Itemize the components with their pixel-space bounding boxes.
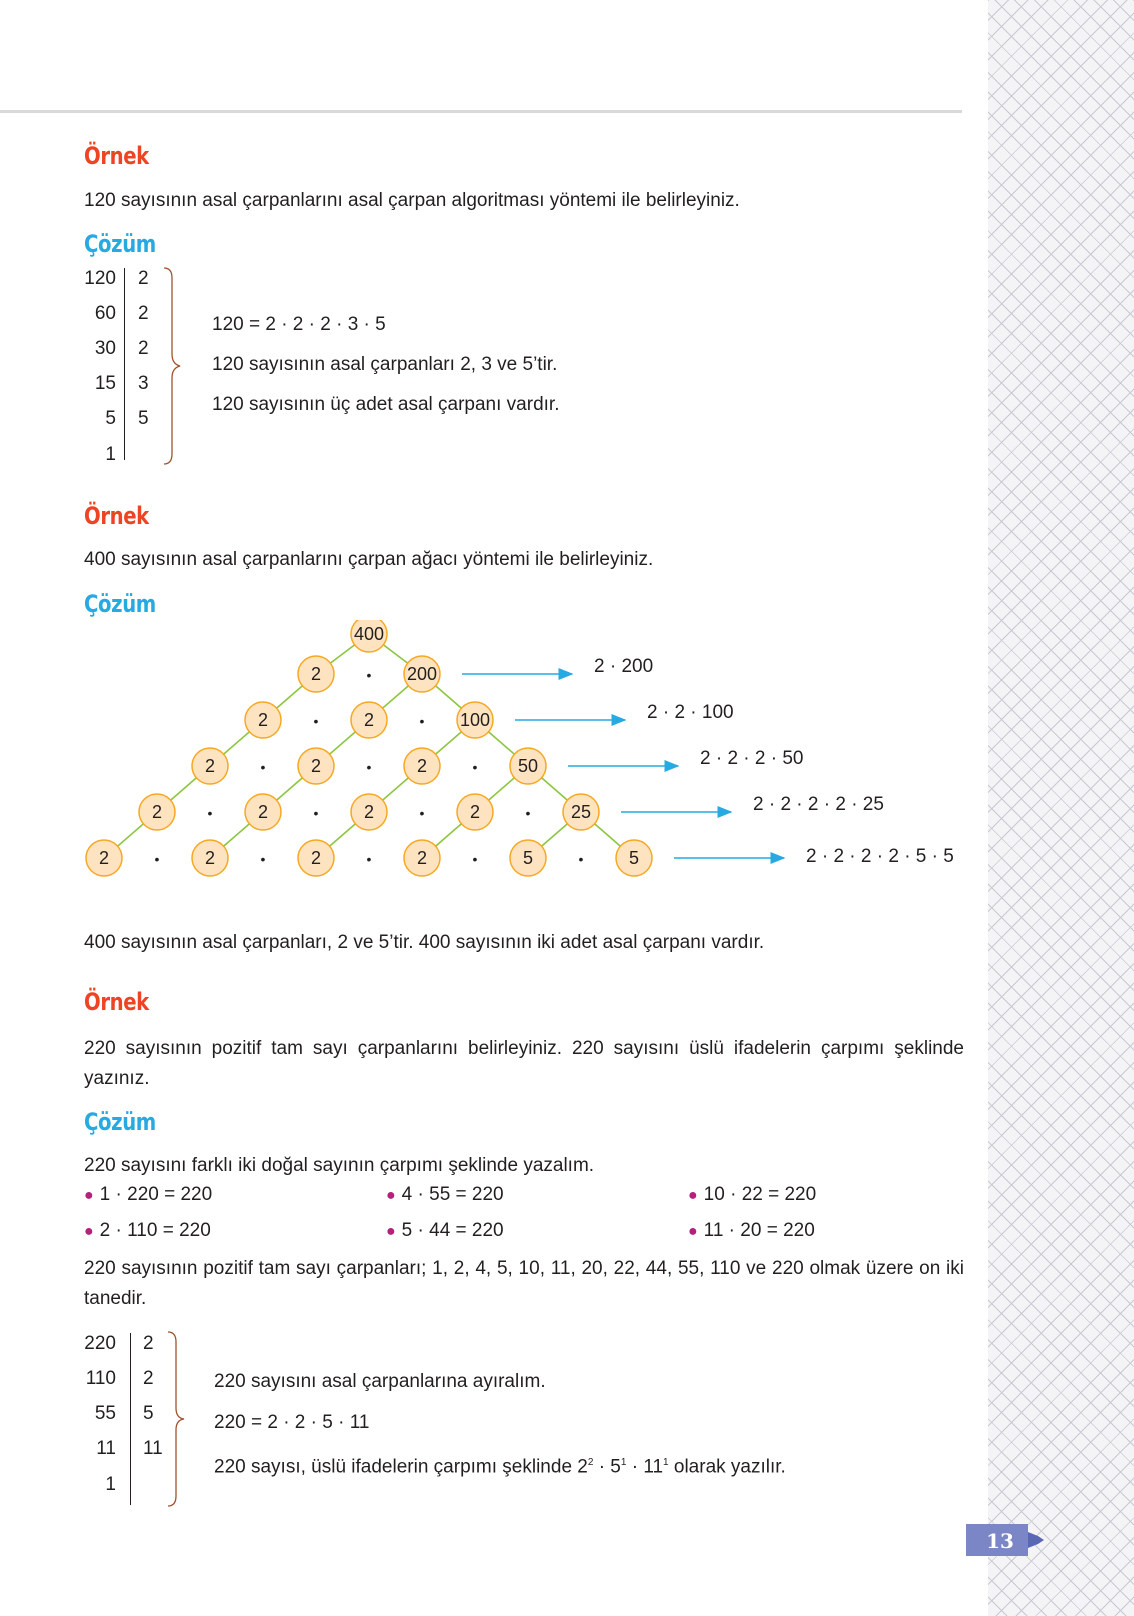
ladder-number: 1 [105, 1474, 116, 1495]
tree-node-label: 400 [353, 624, 385, 644]
page-number-tab [966, 1524, 1044, 1556]
ladder-number: 1 [105, 444, 116, 465]
multiplication-dot: • [419, 805, 425, 821]
factorization-line: 120 = 2 · 2 · 2 · 3 · 5 [212, 314, 386, 335]
ladder-divider [124, 268, 125, 460]
tree-node-label: 2 [310, 848, 322, 868]
multiplication-dot: • [472, 759, 478, 775]
solution-heading: Çözüm [84, 590, 156, 618]
ladder-number: 15 [94, 373, 116, 394]
factorize-intro: 220 sayısını asal çarpanlarına ayıralım. [214, 1371, 546, 1392]
multiplication-dot: • [313, 805, 319, 821]
solution-heading: Çözüm [84, 230, 156, 258]
tree-node-label: 2 [257, 710, 269, 730]
tree-node-label: 2 [204, 756, 216, 776]
ladder-factor: 2 [138, 268, 149, 289]
ladder-factor: 2 [143, 1333, 154, 1354]
example-heading: Örnek [84, 988, 149, 1016]
tree-node-label: 200 [406, 664, 438, 684]
tree-node-label: 2 [363, 802, 375, 822]
ladder-factor: 11 [143, 1438, 163, 1459]
multiplication-dot: • [260, 851, 266, 867]
ladder-factor: 5 [143, 1403, 154, 1424]
curly-brace [164, 1330, 190, 1508]
tree-node-label: 2 [98, 848, 110, 868]
product-item: ● 11 · 20 = 220 [688, 1220, 815, 1241]
example-heading: Örnek [84, 142, 149, 170]
multiplication-dot: • [472, 851, 478, 867]
product-item: ● 5 · 44 = 220 [386, 1220, 504, 1241]
ladder-factor: 2 [143, 1368, 154, 1389]
ladder-number: 30 [94, 338, 116, 359]
factors-paragraph: 220 sayısının pozitif tam sayı çarpanları; 1, 2, 4, 5, 10, 11, 20, 22, 44, 55, 110 ve 220 olmak üzere on iki tanedir. [84, 1258, 964, 1309]
tree-node-label: 2 [204, 848, 216, 868]
tree-node-label: 50 [517, 756, 539, 776]
exponent-form-line: 220 sayısı, üslü ifadelerin çarpımı şeklinde $2^2 \cdot 5^1 \cdot 11^1$ olarak yazılır. [214, 1456, 786, 1478]
factor-tree [0, 620, 960, 920]
multiplication-dot: • [313, 713, 319, 729]
product-item: ● 10 · 22 = 220 [688, 1184, 817, 1205]
multiplication-dot: • [366, 759, 372, 775]
example-question: 220 sayısının pozitif tam sayı çarpanlarını belirleyiniz. 220 sayısını üslü ifadelerin çarpımı şeklinde yazınız. [84, 1038, 964, 1089]
prime-count-line: 120 sayısının üç adet asal çarpanı vardır. [212, 394, 560, 415]
tree-result-text: 2 · 2 · 2 · 2 · 5 · 5 [806, 846, 954, 867]
ladder-number: 220 [84, 1333, 116, 1354]
tree-node-label: 5 [522, 848, 534, 868]
ladder-number: 120 [84, 268, 116, 289]
ladder-divider [130, 1333, 131, 1505]
solution-intro: 220 sayısını farklı iki doğal sayının çarpımı şeklinde yazalım. [84, 1155, 595, 1176]
product-item: ● 4 · 55 = 220 [386, 1184, 504, 1205]
tree-node-label: 2 [469, 802, 481, 822]
tree-node-label: 2 [416, 756, 428, 776]
tree-node-label: 2 [257, 802, 269, 822]
tree-node-label: 2 [310, 756, 322, 776]
header-divider [0, 110, 962, 113]
tree-node-label: 2 [416, 848, 428, 868]
multiplication-dot: • [419, 713, 425, 729]
ladder-number: 55 [94, 1403, 116, 1424]
example-heading: Örnek [84, 502, 149, 530]
tree-node-label: 5 [628, 848, 640, 868]
prime-factors-line: 120 sayısının asal çarpanları 2, 3 ve 5’tir. [212, 354, 558, 375]
tree-node-label: 2 [151, 802, 163, 822]
product-item: ● 1 · 220 = 220 [84, 1184, 213, 1205]
tree-result-text: 2 · 2 · 2 · 2 · 25 [753, 794, 884, 815]
tree-result-text: 2 · 2 · 2 · 50 [700, 748, 804, 769]
multiplication-dot: • [154, 851, 160, 867]
ladder-factor: 3 [138, 373, 149, 394]
multiplication-dot: • [525, 805, 531, 821]
multiplication-dot: • [366, 851, 372, 867]
page-number: 13 [986, 1529, 1014, 1553]
ladder-number: 11 [96, 1438, 116, 1459]
product-item: ● 2 · 110 = 220 [84, 1220, 211, 1241]
ladder-number: 110 [85, 1368, 116, 1389]
tree-node-label: 2 [363, 710, 375, 730]
ladder-factor: 5 [138, 408, 149, 429]
multiplication-dot: • [366, 667, 372, 683]
ladder-number: 5 [105, 408, 116, 429]
tree-node-label: 2 [310, 664, 322, 684]
example-question: 120 sayısının asal çarpanlarını asal çarpan algoritması yöntemi ile belirleyiniz. [84, 190, 740, 211]
tree-node-label: 100 [459, 710, 491, 730]
decorative-side-pattern [988, 0, 1134, 1616]
tree-result-text: 2 · 200 [594, 656, 654, 677]
solution-heading: Çözüm [84, 1108, 156, 1136]
multiplication-dot: • [207, 805, 213, 821]
tree-node-label: 25 [570, 802, 592, 822]
example-question: 400 sayısının asal çarpanlarını çarpan ağacı yöntemi ile belirleyiniz. [84, 549, 654, 570]
ladder-number: 60 [94, 303, 116, 324]
factorization-line: 220 = 2 · 2 · 5 · 11 [214, 1412, 370, 1433]
curly-brace [160, 266, 186, 466]
ladder-factor: 2 [138, 338, 149, 359]
multiplication-dot: • [578, 851, 584, 867]
tree-conclusion: 400 sayısının asal çarpanları, 2 ve 5’tir. 400 sayısının iki adet asal çarpanı vardır. [84, 932, 765, 953]
multiplication-dot: • [260, 759, 266, 775]
ladder-factor: 2 [138, 303, 149, 324]
tree-result-text: 2 · 2 · 100 [647, 702, 734, 723]
